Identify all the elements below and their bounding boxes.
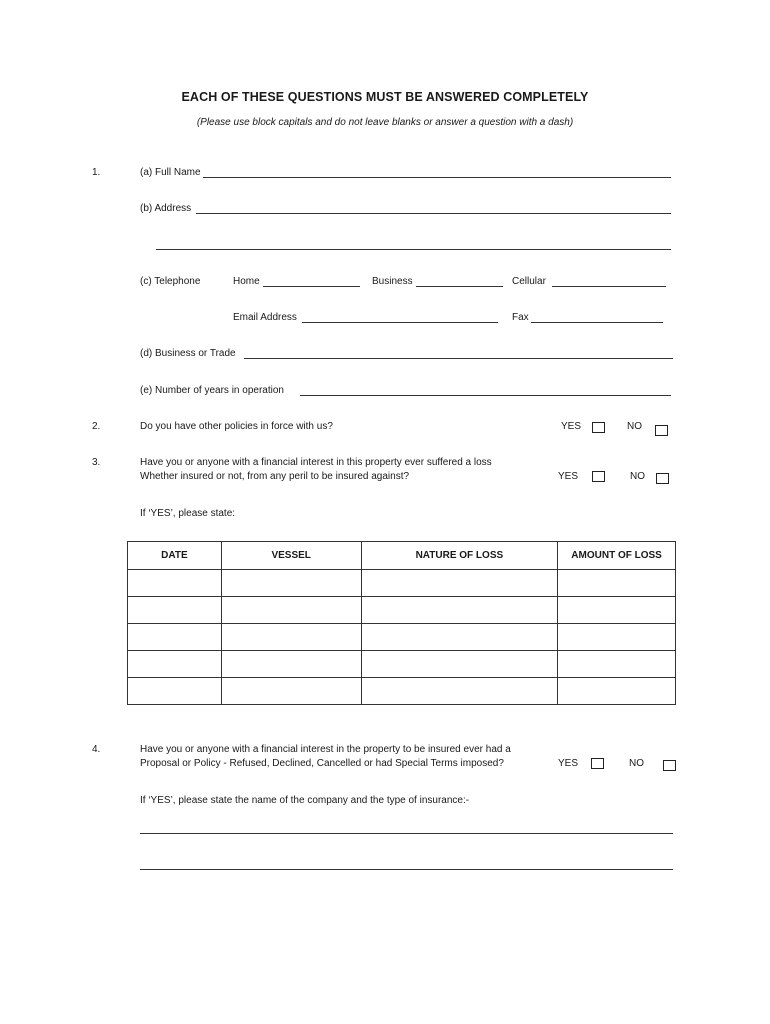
q4-question-line-1: Have you or anyone with a financial interest in the property to be insured ever had a [140, 744, 511, 755]
full-name-label: (a) Full Name [140, 167, 201, 178]
q4-no-label: NO [629, 758, 644, 769]
column-header-date: DATE [128, 542, 222, 570]
q3-yes-checkbox[interactable] [592, 471, 605, 482]
column-header-vessel: VESSEL [221, 542, 361, 570]
telephone-label: (c) Telephone [140, 276, 201, 287]
table-cell-amount[interactable] [558, 678, 676, 705]
home-phone-label: Home [233, 276, 260, 287]
table-cell-nature[interactable] [361, 570, 558, 597]
table-cell-vessel[interactable] [221, 597, 361, 624]
table-row [128, 570, 676, 597]
table-cell-vessel[interactable] [221, 678, 361, 705]
q4-question-line-2: Proposal or Policy - Refused, Declined, Cancelled or had Special Terms imposed? [140, 758, 504, 769]
table-cell-nature[interactable] [361, 597, 558, 624]
q2-no-label: NO [627, 421, 642, 432]
column-header-nature-of-loss: NATURE OF LOSS [361, 542, 558, 570]
address-field-line-1[interactable] [196, 213, 671, 214]
table-cell-date[interactable] [128, 678, 222, 705]
q4-if-yes-label: If ‘YES’, please state the name of the company and the type of insurance:- [140, 795, 470, 806]
q4-answer-line-2[interactable] [140, 869, 673, 870]
table-cell-date[interactable] [128, 624, 222, 651]
q3-no-label: NO [630, 471, 645, 482]
q1-number: 1. [92, 167, 101, 178]
q2-no-checkbox[interactable] [655, 425, 668, 436]
table-row [128, 624, 676, 651]
cellular-label: Cellular [512, 276, 546, 287]
table-cell-date[interactable] [128, 570, 222, 597]
table-cell-nature[interactable] [361, 624, 558, 651]
email-label: Email Address [233, 312, 297, 323]
q2-number: 2. [92, 421, 101, 432]
table-cell-vessel[interactable] [221, 651, 361, 678]
address-label: (b) Address [140, 203, 192, 214]
table-cell-nature[interactable] [361, 651, 558, 678]
table-row [128, 678, 676, 705]
cellular-field[interactable] [552, 286, 666, 287]
table-header-row [128, 542, 676, 570]
table-cell-nature[interactable] [361, 678, 558, 705]
table-cell-amount[interactable] [558, 651, 676, 678]
q2-yes-label: YES [561, 421, 582, 432]
fax-label: Fax [512, 312, 529, 323]
q3-question-line-1: Have you or anyone with a financial interest in this property ever suffered a loss [140, 457, 492, 468]
table-cell-vessel[interactable] [221, 570, 361, 597]
q3-question-line-2: Whether insured or not, from any peril to be insured against? [140, 471, 410, 482]
q4-answer-line-1[interactable] [140, 833, 673, 834]
q2-question: Do you have other policies in force with us? [140, 421, 333, 432]
years-operation-field[interactable] [300, 395, 671, 396]
business-trade-label: (d) Business or Trade [140, 348, 236, 359]
q2-yes-checkbox[interactable] [592, 422, 605, 433]
table-cell-amount[interactable] [558, 570, 676, 597]
years-operation-label: (e) Number of years in operation [140, 385, 284, 396]
table-cell-amount[interactable] [558, 597, 676, 624]
table-cell-vessel[interactable] [221, 624, 361, 651]
q3-if-yes-label: If ‘YES’, please state: [140, 508, 236, 519]
full-name-field[interactable] [203, 177, 671, 178]
email-field[interactable] [302, 322, 498, 323]
home-phone-field[interactable] [263, 286, 360, 287]
column-header-amount-of-loss: AMOUNT OF LOSS [558, 542, 676, 570]
page-title: EACH OF THESE QUESTIONS MUST BE ANSWERED COMPLETELY [181, 90, 589, 104]
q3-no-checkbox[interactable] [656, 473, 669, 484]
table-cell-date[interactable] [128, 597, 222, 624]
q4-yes-label: YES [558, 758, 579, 769]
q4-no-checkbox[interactable] [663, 760, 676, 771]
business-trade-field[interactable] [244, 358, 673, 359]
table-cell-date[interactable] [128, 651, 222, 678]
q3-yes-label: YES [558, 471, 579, 482]
table-cell-amount[interactable] [558, 624, 676, 651]
fax-field[interactable] [531, 322, 663, 323]
business-phone-field[interactable] [416, 286, 503, 287]
q4-yes-checkbox[interactable] [591, 758, 604, 769]
q4-number: 4. [92, 744, 101, 755]
page-subtitle: (Please use block capitals and do not leave blanks or answer a question with a dash) [196, 117, 574, 128]
table-row [128, 597, 676, 624]
loss-history-table [127, 541, 676, 705]
table-row [128, 651, 676, 678]
address-field-line-2[interactable] [156, 249, 671, 250]
q3-number: 3. [92, 457, 101, 468]
business-phone-label: Business [372, 276, 413, 287]
